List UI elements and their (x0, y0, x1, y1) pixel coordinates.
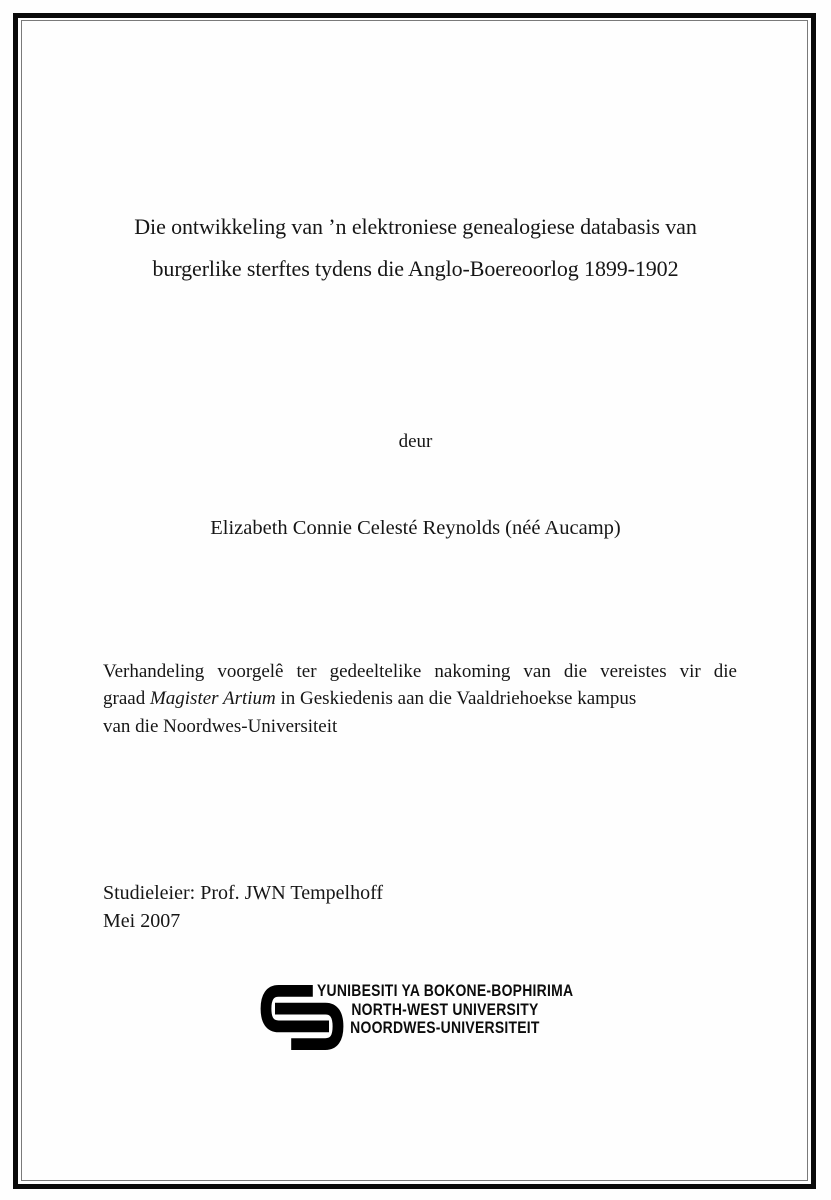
nwu-logo-wordmark (317, 982, 573, 1038)
degree-statement (103, 658, 737, 740)
degree-statement-line3: van die Noordwes-Universiteit (103, 715, 338, 737)
degree-statement-line1: Verhandeling voorgelê ter gedeeltelike nakoming van die vereistes vir die (103, 661, 737, 682)
degree-statement-line2-prefix: graad (103, 688, 150, 710)
nwu-wordmark-english: NORTH-WEST UNIVERSITY (351, 999, 539, 1019)
thesis-title-line1: Die ontwikkeling van ’n elektroniese genealogiese databasis van (134, 214, 697, 239)
date-line: Mei 2007 (103, 909, 181, 932)
supervisor-block (103, 880, 383, 935)
author-name: Elizabeth Connie Celesté Reynolds (néé Aucamp) (210, 517, 621, 539)
thesis-title (60, 206, 771, 290)
nwu-chain-link-logo-icon (257, 983, 347, 1052)
page-border-inner (21, 20, 808, 1181)
thesis-title-line2: burgerlike sterftes tydens die Anglo-Boereoorlog 1899-1902 (152, 256, 679, 281)
degree-statement-line2-suffix: in Geskiedenis aan die Vaaldriehoekse kampus (275, 688, 637, 710)
nwu-wordmark-afrikaans: NOORDWES-UNIVERSITEIT (350, 1018, 540, 1038)
degree-name-italic: Magister Artium (149, 688, 276, 710)
byline-label: deur (398, 431, 433, 452)
supervisor-line: Studieleier: Prof. JWN Tempelhoff (103, 882, 384, 904)
nwu-wordmark-setswana: YUNIBESITI YA BOKONE-BOPHIRIMA (317, 981, 574, 1000)
page-border-outer (13, 13, 816, 1189)
degree-statement-line2 (103, 685, 737, 712)
